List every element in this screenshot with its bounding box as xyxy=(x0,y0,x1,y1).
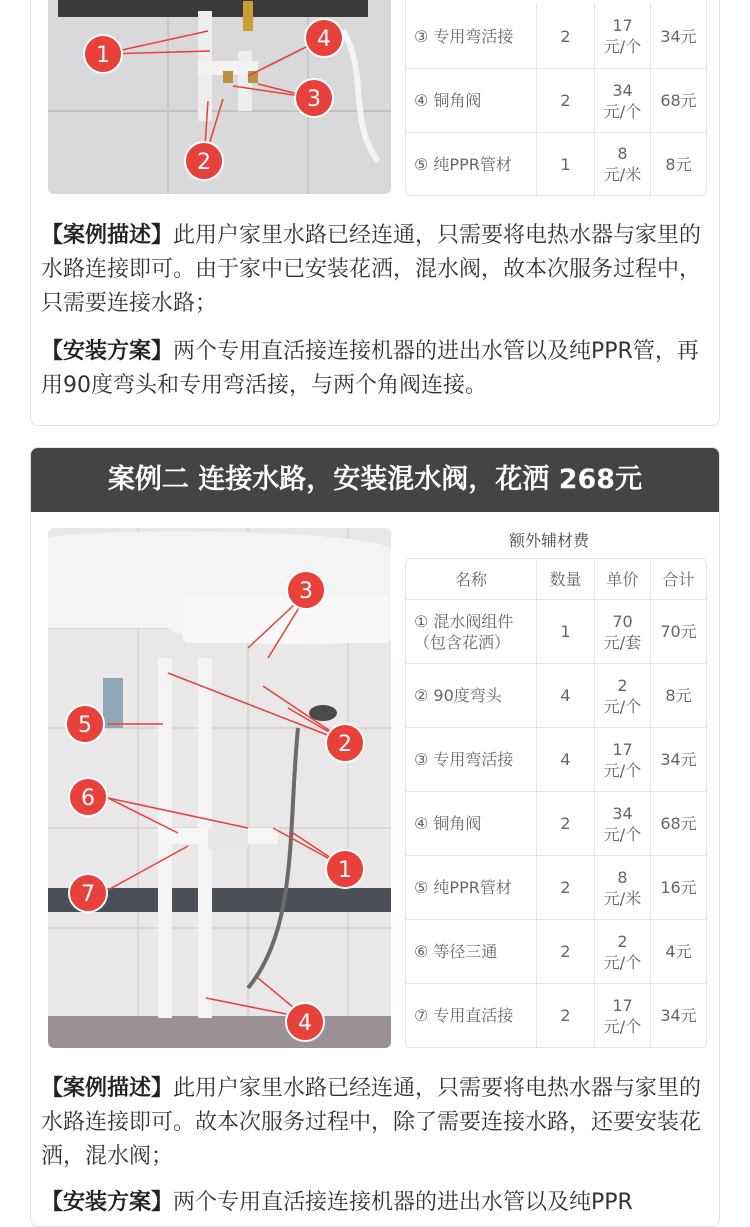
column-header: 名称 xyxy=(454,569,487,589)
case2-photo xyxy=(48,528,391,1048)
callout-badge: 2 xyxy=(325,723,365,763)
item-price: 17 元/个 xyxy=(594,984,650,1047)
item-name: ④ 铜角阀 xyxy=(414,814,482,833)
case2-table-title: 额外辅材费 xyxy=(509,531,590,550)
item-total: 34元 xyxy=(650,984,706,1047)
item-qty: 2 xyxy=(536,4,594,68)
plan-text: 两个专用直活接连接机器的进出水管以及纯PPR xyxy=(173,1190,633,1215)
item-price: 2 元/个 xyxy=(594,664,650,727)
callout-badge: 3 xyxy=(294,78,334,118)
plan-text: 两个专用直活接连接机器的进出水管以及纯PPR管，再用90度弯头和专用弯活接，与两个角阀连接。 xyxy=(41,339,699,398)
callout-badge: 4 xyxy=(285,1002,325,1042)
item-name: ① 混水阀组件 （包含花洒） xyxy=(414,611,514,652)
item-total: 68元 xyxy=(650,792,706,855)
callout-badge: 6 xyxy=(68,777,108,817)
item-price: 8 元/米 xyxy=(594,856,650,919)
item-total: 8元 xyxy=(650,664,706,727)
item-price: 8 元/米 xyxy=(594,133,650,195)
description-label: 【案例描述】 xyxy=(41,1076,174,1101)
description-label: 【案例描述】 xyxy=(41,223,174,248)
description-text: 此用户家里水路已经连通，只需要将电热水器与家里的水路连接即可。由于家中已安装花洒，混水阀，故本次服务过程中，只需要连接水路； xyxy=(41,223,702,316)
callout-badge: 5 xyxy=(65,704,105,744)
table-header-row xyxy=(406,559,706,599)
item-name: ② 90度弯头 xyxy=(414,686,502,705)
item-total: 34元 xyxy=(650,728,706,791)
item-total: 68元 xyxy=(650,69,706,132)
item-name: ④ 铜角阀 xyxy=(414,91,482,110)
item-qty: 2 xyxy=(536,69,594,132)
item-qty: 1 xyxy=(536,600,594,663)
item-qty: 4 xyxy=(536,728,594,791)
item-price: 17 元/个 xyxy=(594,728,650,791)
item-price: 34 元/个 xyxy=(594,792,650,855)
item-total: 8元 xyxy=(650,133,706,195)
item-name: ③ 专用弯活接 xyxy=(414,26,514,46)
case2-materials-table xyxy=(405,558,707,1048)
item-qty: 2 xyxy=(536,792,594,855)
table-row xyxy=(406,4,706,68)
callout-badge: 7 xyxy=(68,873,108,913)
item-total: 34元 xyxy=(650,4,706,68)
item-qty: 1 xyxy=(536,133,594,195)
item-total: 16元 xyxy=(650,856,706,919)
column-header: 数量 xyxy=(536,559,594,599)
item-total: 4元 xyxy=(650,920,706,983)
item-price: 2 元/个 xyxy=(594,920,650,983)
callout-badge: 3 xyxy=(286,570,326,610)
case1-materials-table xyxy=(405,0,707,196)
item-qty: 4 xyxy=(536,664,594,727)
column-header: 单价 xyxy=(594,559,650,599)
table-row xyxy=(406,791,706,855)
table-row xyxy=(406,68,706,132)
table-row xyxy=(406,855,706,919)
item-price: 17 元/个 xyxy=(594,4,650,68)
case1-plan xyxy=(41,335,711,403)
item-name: ⑥ 等径三通 xyxy=(414,942,498,961)
callout-badge: 1 xyxy=(325,849,365,889)
table-row xyxy=(406,983,706,1047)
case2-description xyxy=(41,1072,711,1174)
case2-header: 案例二 连接水路，安装混水阀，花洒 268元 xyxy=(31,448,719,512)
plan-label: 【安装方案】 xyxy=(41,339,174,364)
item-total: 70元 xyxy=(650,600,706,663)
case1-photo xyxy=(48,0,391,194)
callout-badge: 1 xyxy=(83,34,123,74)
column-header: 合计 xyxy=(650,559,706,599)
item-price: 70 元/套 xyxy=(594,600,650,663)
callout-badge: 4 xyxy=(304,18,344,58)
item-qty: 2 xyxy=(536,920,594,983)
item-name: ⑤ 纯PPR管材 xyxy=(414,878,512,897)
item-name: ⑤ 纯PPR管材 xyxy=(414,154,512,174)
table-row xyxy=(406,599,706,663)
case2-plan xyxy=(41,1186,711,1220)
description-text: 此用户家里水路已经连通，只需要将电热水器与家里的水路连接即可。故本次服务过程中，除了需要连接水路，还要安装花洒，混水阀； xyxy=(41,1076,702,1169)
table-row xyxy=(406,132,706,195)
item-name: ⑦ 专用直活接 xyxy=(414,1006,514,1025)
callout-badge: 2 xyxy=(184,141,224,181)
item-name: ③ 专用弯活接 xyxy=(414,750,514,769)
case1-card xyxy=(30,0,720,426)
item-price: 34 元/个 xyxy=(594,69,650,132)
plan-label: 【安装方案】 xyxy=(41,1190,174,1215)
item-qty: 2 xyxy=(536,856,594,919)
case1-description xyxy=(41,219,711,321)
table-row xyxy=(406,919,706,983)
case2-card xyxy=(30,447,720,1227)
table-row xyxy=(406,727,706,791)
item-qty: 2 xyxy=(536,984,594,1047)
table-row xyxy=(406,663,706,727)
